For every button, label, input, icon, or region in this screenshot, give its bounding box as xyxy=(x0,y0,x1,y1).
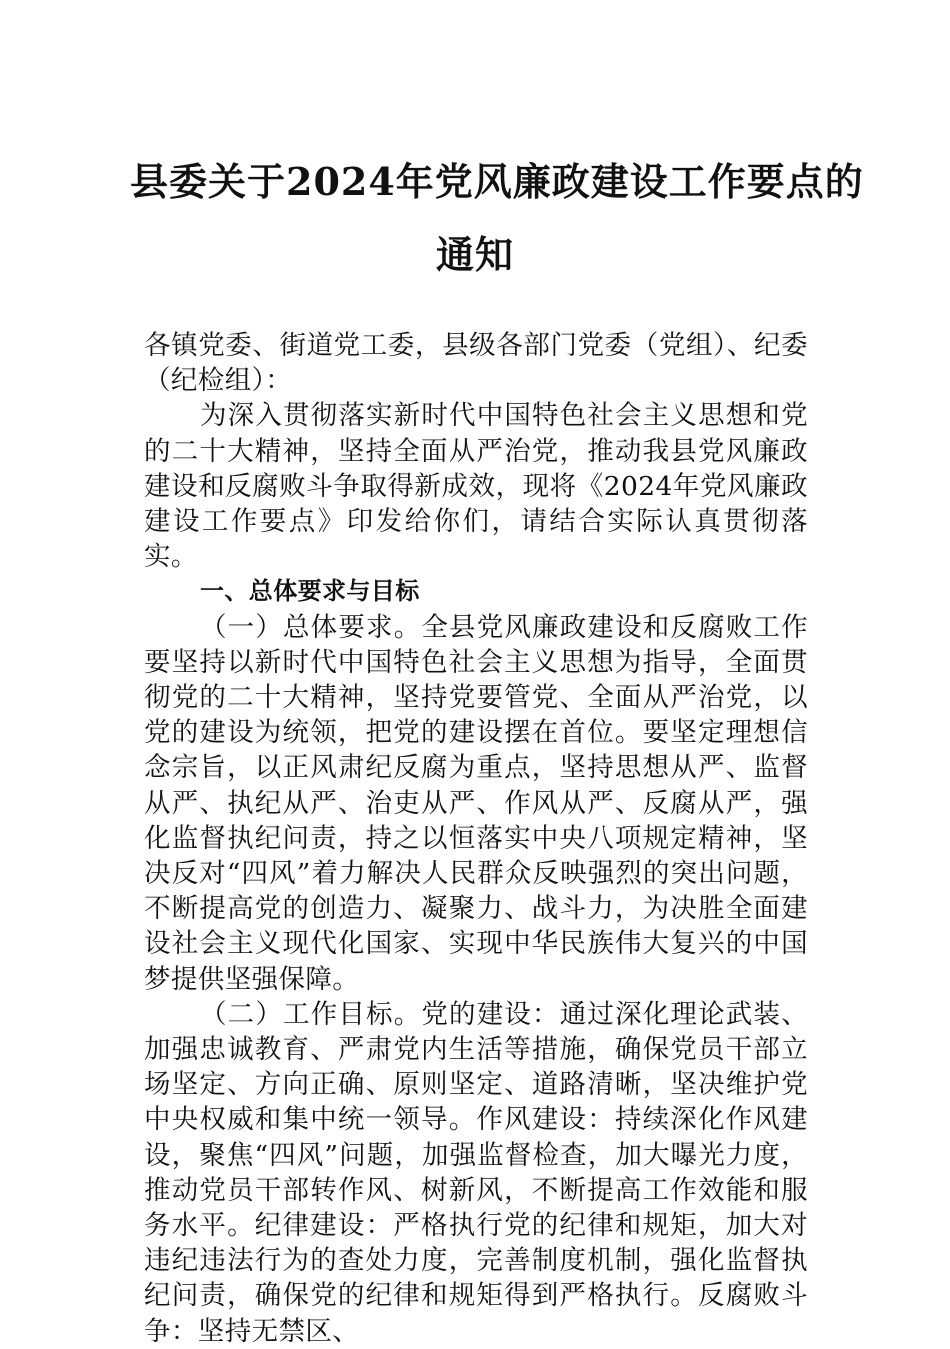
salutation: 各镇党委、街道党工委，县级各部门党委（党组）、纪委（纪检组）： xyxy=(144,330,808,397)
paragraph-general-requirements xyxy=(144,610,808,997)
section-heading: 一、总体要求与目标 xyxy=(200,577,420,606)
document-title-line2: 通知 xyxy=(435,232,514,277)
intro-paragraph: 为深入贯彻落实新时代中国特色社会主义思想和党的二十大精神，坚持全面从严治党，推动我县党风廉政建设和反腐败斗争取得新成效，现将《2024年党风廉政建设工作要点》印发给你们，请结合实际认真贯彻落实。 xyxy=(144,400,808,573)
document-body xyxy=(144,328,808,1349)
paragraph-label: （一）总体要求。 xyxy=(200,611,422,643)
document-title-line1: 县委关于2024年党风廉政建设工作要点的 xyxy=(130,159,864,204)
paragraph-work-goals xyxy=(144,997,808,1349)
paragraph-text: 全县党风廉政建设和反腐败工作要坚持以新时代中国特色社会主义思想为指导，全面贯彻党的二十大精神，坚持党要管党、全面从严治党，以党的建设为统领，把党的建设摆在首位。要坚定理想信念宗旨，以正风肃纪反腐为重点，坚持思想从严、监督从严、执纪从严、治吏从严、作风从严、反腐从严，强化监督执纪问责，持之以恒落实中央八项规定精神，坚决反对“四风”着力解决人民群众反映强烈的突出问题，不断提高党的创造力、凝聚力、战斗力，为决胜全面建设社会主义现代化国家、实现中华民族伟大复兴的中国梦提供坚强保障。 xyxy=(144,611,808,995)
paragraph-label: （二）工作目标。 xyxy=(200,998,422,1030)
paragraph-text: 党的建设：通过深化理论武装、加强忠诚教育、严肃党内生活等措施，确保党员干部立场坚定、方向正确、原则坚定、道路清晰，坚决维护党中央权威和集中统一领导。作风建设：持续深化作风建设，聚焦“四风”问题，加强监督检查，加大曝光力度，推动党员干部转作风、树新风，不断提高工作效能和服务水平。纪律建设：严格执行党的纪律和规矩，加大对违纪违法行为的查处力度，完善制度机制，强化监督执纪问责，确保党的纪律和规矩得到严格执行。反腐败斗争：坚持无禁区、 xyxy=(144,998,808,1347)
